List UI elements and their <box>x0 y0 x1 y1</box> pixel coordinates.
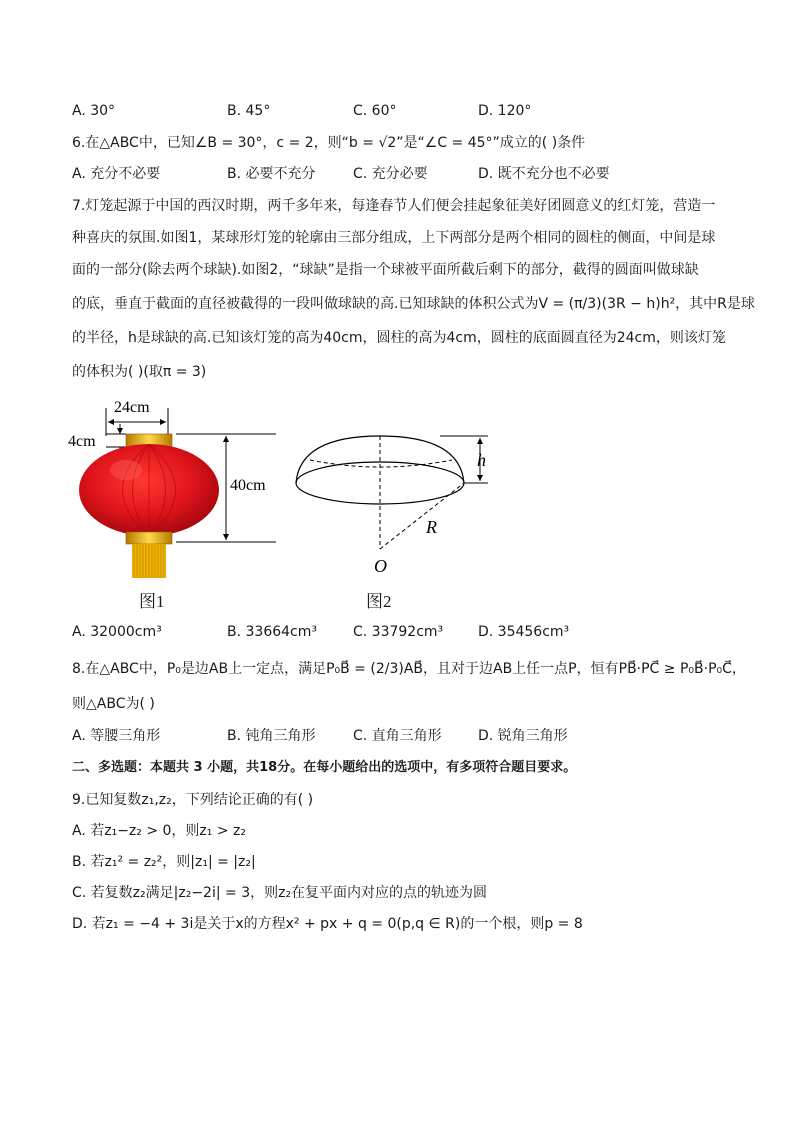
q9-option-a: A. 若z₁−z₂ > 0，则z₁ > z₂ <box>72 823 246 839</box>
label-h: h <box>477 450 486 470</box>
q8-line-1: 8.在△ABC中，P₀是边AB上一定点，满足P₀B⃗ = (2/3)AB⃗，且对于边AB上任一点P，恒有PB⃗·PC⃗ ≥ P₀B⃗·P₀C⃗， <box>72 661 746 677</box>
q8-options <box>72 726 732 746</box>
figure-1-lantern <box>66 394 286 584</box>
q6-option-b: B. 必要不充分 <box>227 166 316 182</box>
q8-option-b: B. 钝角三角形 <box>227 728 316 744</box>
dim-top-label: 24cm <box>114 399 150 416</box>
q5-option-b: B. 45° <box>227 103 271 119</box>
q8-line-2: 则△ABC为( ) <box>72 696 155 712</box>
q7-option-d: D. 35456cm³ <box>478 624 570 640</box>
figure-2-caption: 图2 <box>366 592 392 611</box>
q6-stem: 6.在△ABC中，已知∠B = 30°，c = 2，则“b = √2”是“∠C = 45°”成立的( )条件 <box>72 135 586 151</box>
figure-2-spherical-cap <box>290 394 510 584</box>
q8-option-a: A. 等腰三角形 <box>72 728 161 744</box>
q9-option-d: D. 若z₁ = −4 + 3i是关于x的方程x² + px + q = 0(p,q ∈ R)的一个根，则p = 8 <box>72 916 583 932</box>
q7-line-2: 种喜庆的氛围.如图1，某球形灯笼的轮廓由三部分组成，上下两部分是两个相同的圆柱的侧面，中间是球 <box>72 230 716 246</box>
q7-line-3: 面的一部分(除去两个球缺).如图2，“球缺”是指一个球被平面所截后剩下的部分，截得的圆面叫做球缺 <box>72 262 699 278</box>
q7-options <box>72 622 732 642</box>
q5-option-d: D. 120° <box>478 103 532 119</box>
q5-options <box>72 101 732 121</box>
q7-line-1: 7.灯笼起源于中国的西汉时期，两千多年来，每逢春节人们便会挂起象征美好团圆意义的红灯笼，营造一 <box>72 198 716 214</box>
q9-option-b: B. 若z₁² = z₂²，则|z₁| = |z₂| <box>72 854 256 870</box>
q6-options <box>72 164 732 184</box>
q6-option-d: D. 既不充分也不必要 <box>478 166 610 182</box>
q7-line-5: 的半径，h是球缺的高.已知该灯笼的高为40cm，圆柱的高为4cm，圆柱的底面圆直径为24cm，则该灯笼 <box>72 330 726 346</box>
q9-stem: 9.已知复数z₁,z₂，下列结论正确的有( ) <box>72 792 314 808</box>
q8-option-d: D. 锐角三角形 <box>478 728 568 744</box>
figure-1-caption: 图1 <box>139 592 165 611</box>
q8-option-c: C. 直角三角形 <box>353 728 442 744</box>
dim-left-label: 4cm <box>68 433 96 450</box>
q5-option-a: A. 30° <box>72 103 116 119</box>
q7-line-6: 的体积为( )(取π = 3) <box>72 364 207 380</box>
q7-option-a: A. 32000cm³ <box>72 624 162 640</box>
q7-option-b: B. 33664cm³ <box>227 624 317 640</box>
label-R: R <box>426 517 437 537</box>
q6-option-c: C. 充分必要 <box>353 166 428 182</box>
q9-option-c: C. 若复数z₂满足|z₂−2i| = 3，则z₂在复平面内对应的点的轨迹为圆 <box>72 885 488 901</box>
dimension-24cm <box>106 399 168 436</box>
q5-option-c: C. 60° <box>353 103 397 119</box>
q7-option-c: C. 33792cm³ <box>353 624 444 640</box>
q6-option-a: A. 充分不必要 <box>72 166 161 182</box>
label-O: O <box>374 556 387 576</box>
section-2-title: 二、多选题：本题共 3 小题，共18分。在每小题给出的选项中，有多项符合题目要求。 <box>72 760 577 775</box>
q7-line-4: 的底，垂直于截面的直径被截得的一段叫做球缺的高.已知球缺的体积公式为V = (π/3)(3R − h)h²，其中R是球 <box>72 296 755 312</box>
dim-right-label: 40cm <box>230 477 266 494</box>
